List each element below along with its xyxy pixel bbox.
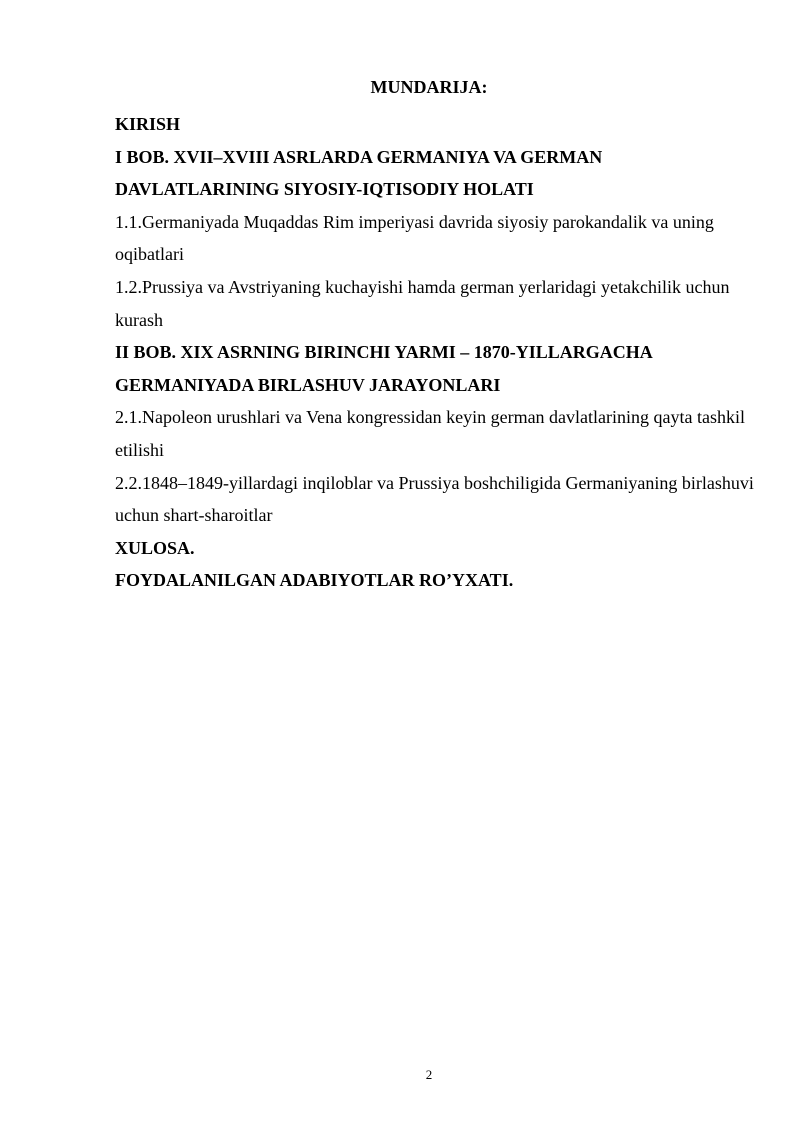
table-of-contents [115, 108, 755, 597]
page-title: MUNDARIJA: [370, 77, 488, 97]
toc-entry: 2.2.1848–1849-yillardagi inqiloblar va Prussiya boshchiligida Germaniyaning birlashuvi uchun shart-sharoitlar [115, 472, 754, 526]
toc-entry: FOYDALANILGAN ADABIYOTLAR RO’YXATI. [115, 570, 514, 591]
toc-entry: 1.1.Germaniyada Muqaddas Rim imperiyasi davrida siyosiy parokandalik va uning oqibatlari [115, 211, 714, 265]
page-number: 2 [425, 1067, 433, 1082]
toc-entry: 1.2.Prussiya va Avstriyaning kuchayishi hamda german yerlaridagi yetakchilik uchun kurash [115, 276, 730, 330]
toc-entry: XULOSA. [115, 537, 195, 558]
toc-entry: KIRISH [115, 114, 181, 134]
toc-entry: I BOB. XVII–XVIII ASRLARDA GERMANIYA VA GERMAN DAVLATLARINING SIYOSIY-IQTISODIY HOLATI [115, 146, 603, 200]
toc-entry: 2.1.Napoleon urushlari va Vena kongressidan keyin german davlatlarining qayta tashkil etilishi [115, 407, 745, 460]
toc-entry: II BOB. XIX ASRNING BIRINCHI YARMI – 1870-YILLARGACHA GERMANIYADA BIRLASHUV JARAYONLARI [115, 342, 652, 395]
